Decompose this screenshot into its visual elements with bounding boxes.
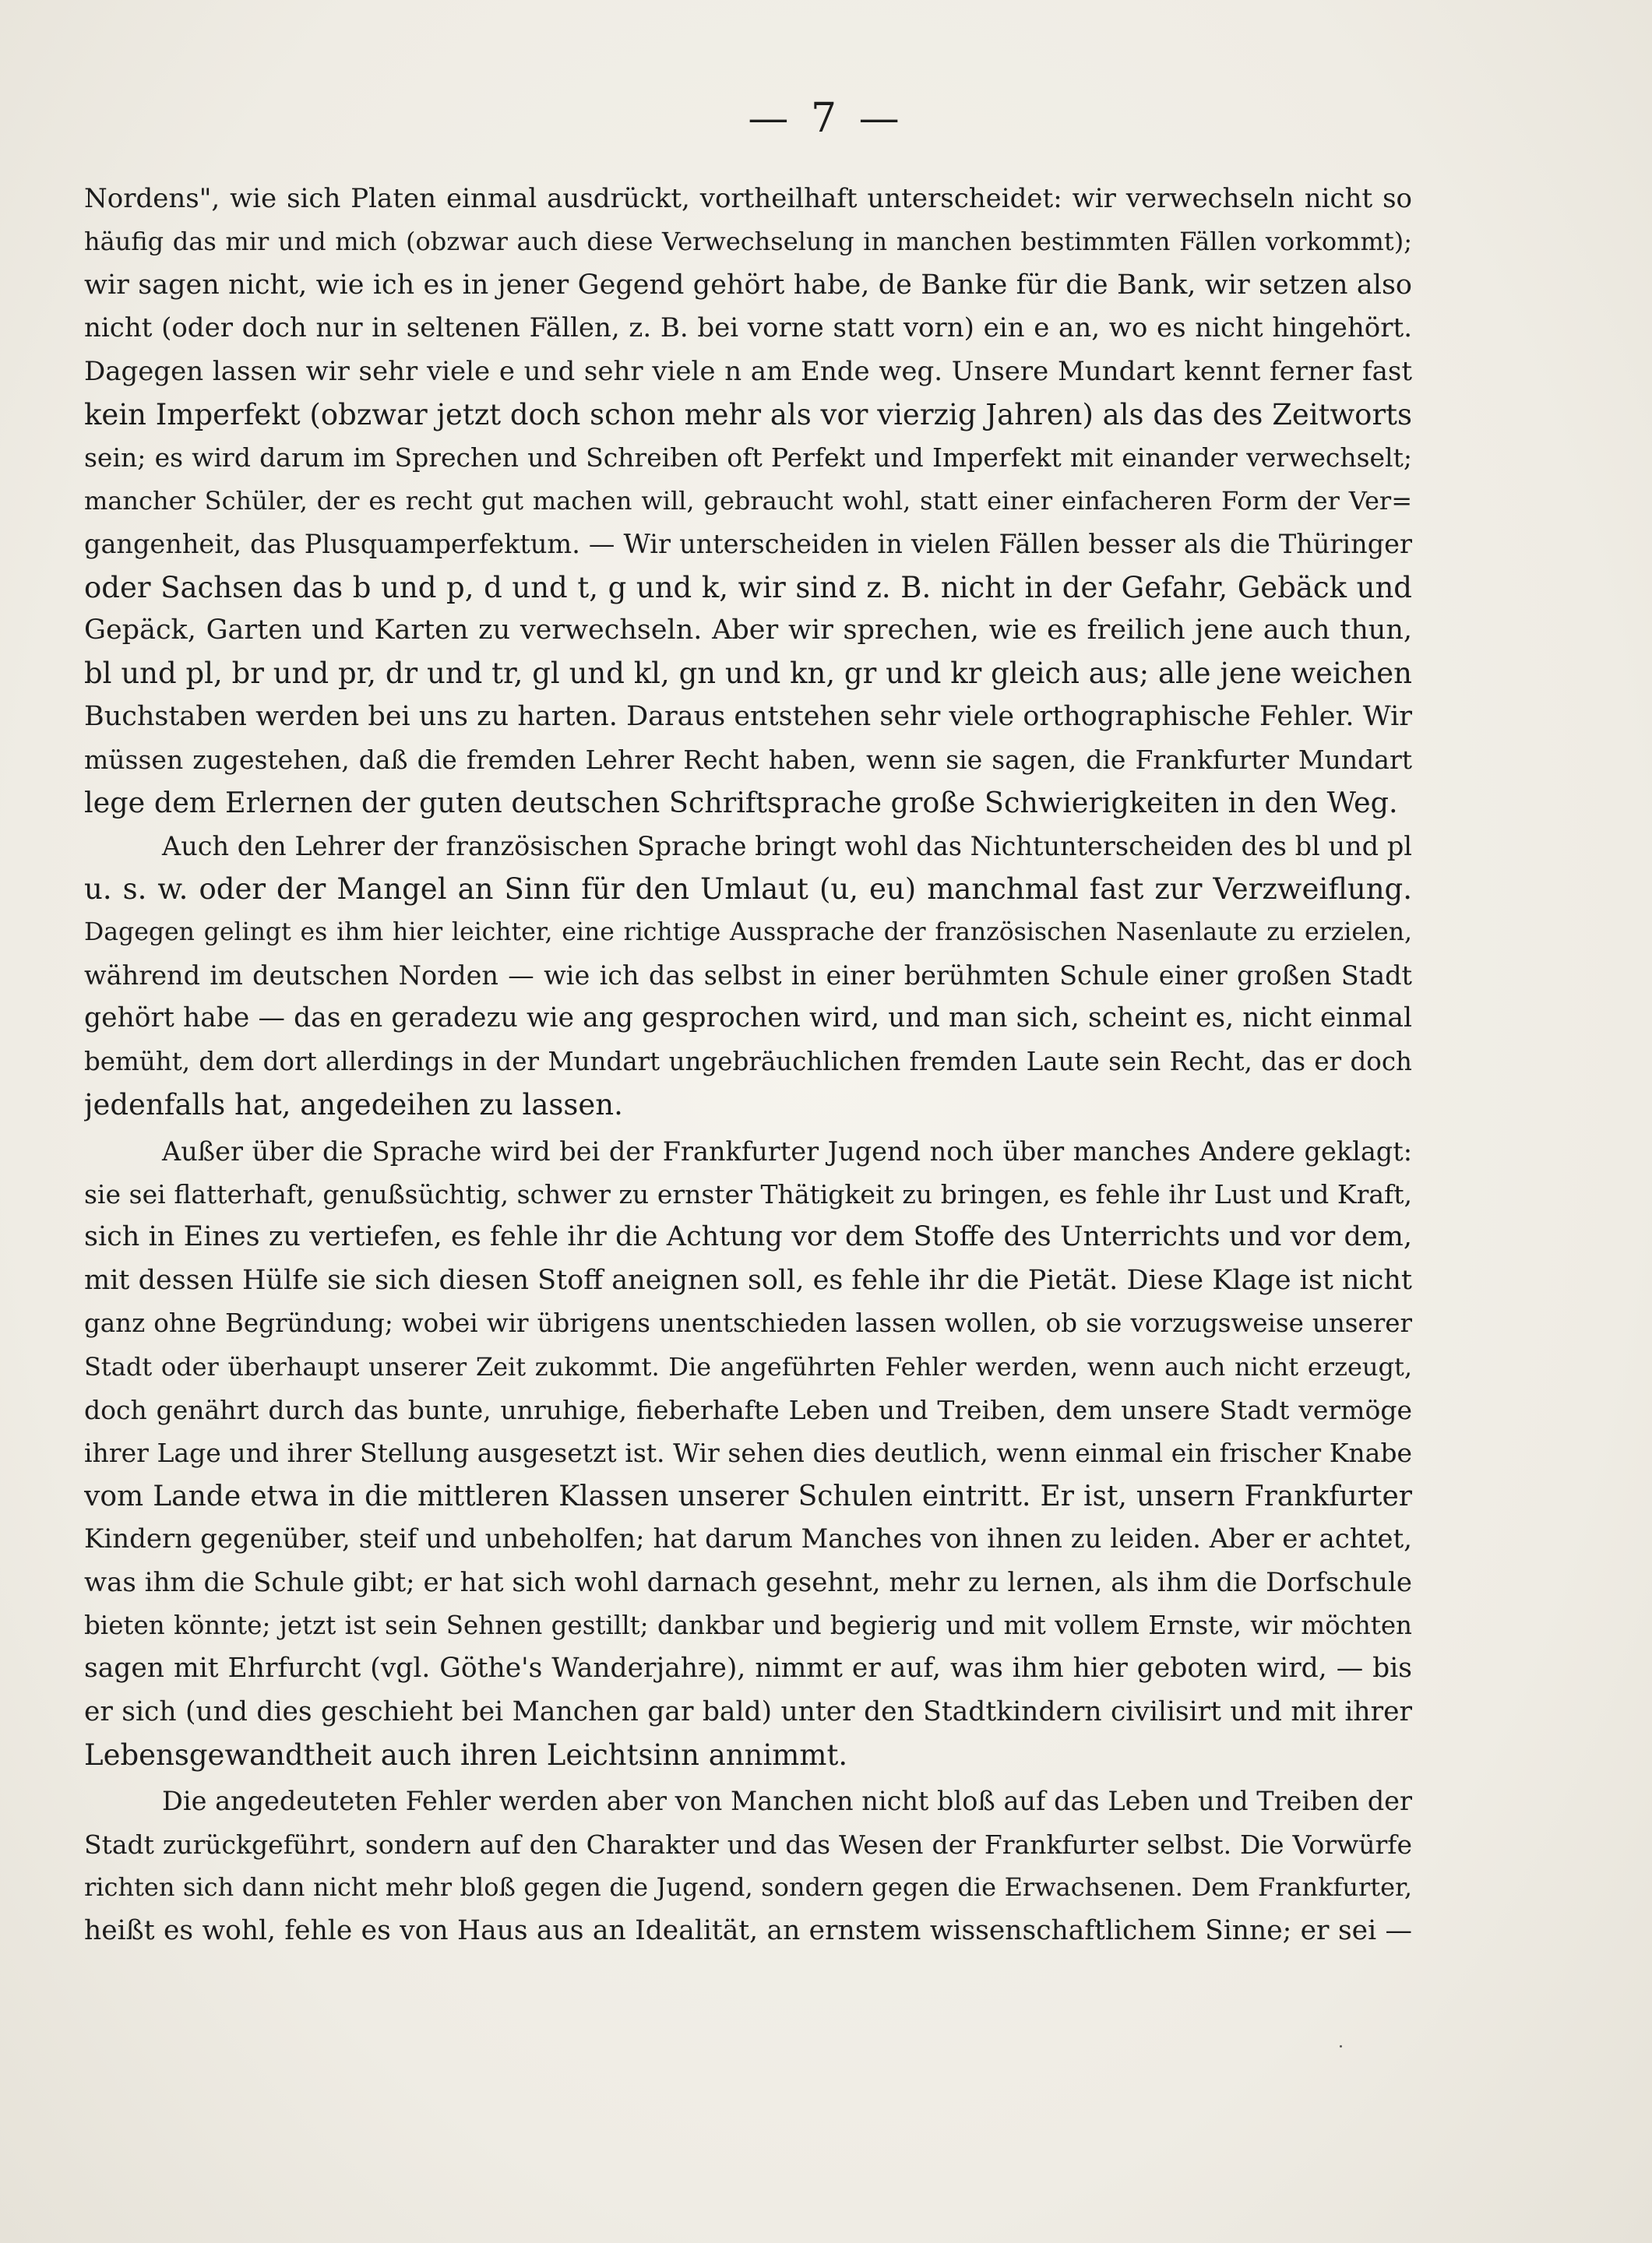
text-line: jedenfalls hat, angedeihen zu lassen. xyxy=(84,1088,623,1122)
paragraph-3 xyxy=(84,1130,1412,1777)
text-line: müssen zugestehen, daß die fremden Lehrer Recht haben, wenn sie sagen, die Frankfurter Mundart xyxy=(84,745,1412,776)
paragraph-4 xyxy=(84,1780,1412,1953)
text-line: u. s. w. oder der Mangel an Sinn für den Umlaut (u, eu) manchmal fast zur Verzweiflung. xyxy=(84,872,1412,907)
text-line: nicht (oder doch nur in seltenen Fällen, z. B. bei vorne statt vorn) ein e an, wo es nicht hingehört. xyxy=(84,312,1412,344)
paper-speck xyxy=(1340,2045,1342,2048)
text-line: heißt es wohl, fehle es von Haus aus an Idealität, an ernstem wissenschaftlichem Sinne; er sei — xyxy=(84,1914,1412,1946)
paragraph-2 xyxy=(84,825,1412,1127)
text-line: Kindern gegenüber, steif und unbeholfen; hat darum Manches von ihnen zu leiden. Aber er achtet, xyxy=(84,1523,1412,1555)
text-line: Die angedeuteten Fehler werden aber von Manchen nicht bloß auf das Leben und Treiben der xyxy=(162,1786,1412,1817)
text-line: häufig das mir und mich (obzwar auch diese Verwechselung in manchen bestimmten Fällen vorkommt); xyxy=(84,227,1412,257)
text-line: bl und pl, br und pr, dr und tr, gl und kl, gn und kn, gr und kr gleich aus; alle jene weichen xyxy=(84,657,1412,691)
text-line: doch genährt durch das bunte, unruhige, fieberhafte Leben und Treiben, dem unsere Stadt vermöge xyxy=(84,1394,1412,1425)
text-line: mit dessen Hülfe sie sich diesen Stoff aneignen soll, es fehle ihr die Pietät. Diese Klage ist nicht xyxy=(84,1264,1412,1296)
text-line: er sich (und dies geschieht bei Manchen gar bald) unter den Stadtkindern civilisirt und mit ihrer xyxy=(84,1695,1412,1727)
text-line: Dagegen lassen wir sehr viele e und sehr viele n am Ende weg. Unsere Mundart kennt ferner fast xyxy=(84,355,1412,387)
text-line: was ihm die Schule gibt; er hat sich wohl darnach gesehnt, mehr zu lernen, als ihm die Dorfschule xyxy=(84,1566,1412,1598)
text-line: ihrer Lage und ihrer Stellung ausgesetzt ist. Wir sehen dies deutlich, wenn einmal ein frischer Knabe xyxy=(84,1438,1412,1469)
text-line: Lebensgewandtheit auch ihren Leichtsinn annimmt. xyxy=(84,1738,848,1773)
text-line: Außer über die Sprache wird bei der Frankfurter Jugend noch über manches Andere geklagt: xyxy=(162,1136,1412,1167)
text-line: Stadt oder überhaupt unserer Zeit zukommt. Die angeführten Fehler werden, wenn auch nicht erzeugt, xyxy=(84,1351,1412,1382)
text-line: bieten könnte; jetzt ist sein Sehnen gestillt; dankbar und begierig und mit vollem Ernste, wir möchten xyxy=(84,1610,1412,1640)
text-line: richten sich dann nicht mehr bloß gegen die Jugend, sondern gegen die Erwachsenen. Dem Frankfurter, xyxy=(84,1872,1412,1903)
text-line: mancher Schüler, der es recht gut machen will, gebraucht wohl, statt einer einfacheren Form der Ver= xyxy=(84,485,1412,516)
text-line: oder Sachsen das b und p, d und t, g und k, wir sind z. B. nicht in der Gefahr, Gebäck und xyxy=(84,570,1412,604)
text-line: sich in Eines zu vertiefen, es fehle ihr die Achtung vor dem Stoffe des Unterrichts und vor dem, xyxy=(84,1221,1412,1253)
text-line: Auch den Lehrer der französischen Sprache bringt wohl das Nichtunterscheiden des bl und pl xyxy=(162,830,1412,861)
text-line: während im deutschen Norden — wie ich das selbst in einer berühmten Schule einer großen Stadt xyxy=(84,960,1412,991)
text-line: bemüht, dem dort allerdings in der Mundart ungebräuchlichen fremden Laute sein Recht, das er doch xyxy=(84,1046,1412,1076)
text-line: sie sei flatterhaft, genußsüchtig, schwer zu ernster Thätigkeit zu bringen, es fehle ihr Lust und Kraft, xyxy=(84,1178,1412,1210)
text-line: sein; es wird darum im Sprechen und Schreiben oft Perfekt und Imperfekt mit einander verwechselt; xyxy=(84,442,1412,474)
text-line: Stadt zurückgeführt, sondern auf den Charakter und das Wesen der Frankfurter selbst. Die Vorwürfe xyxy=(84,1829,1412,1860)
page-number: — 7 — xyxy=(748,95,904,142)
body-text xyxy=(84,178,1412,1953)
text-line: wir sagen nicht, wie ich es in jener Gegend gehört habe, de Banke für die Bank, wir setzen also xyxy=(84,269,1412,301)
text-line: Gepäck, Garten und Karten zu verwechseln. Aber wir sprechen, wie es freilich jene auch thun, xyxy=(84,614,1412,646)
paragraph-1 xyxy=(84,178,1412,825)
text-line: sagen mit Ehrfurcht (vgl. Göthe's Wanderjahre), nimmt er auf, was ihm hier geboten wird, — bis xyxy=(84,1653,1412,1685)
text-line: gehört habe — das en geradezu wie ang gesprochen wird, und man sich, scheint es, nicht einmal xyxy=(84,1002,1412,1034)
text-line: Dagegen gelingt es ihm hier leichter, eine richtige Aussprache der französischen Nasenlaute zu erzielen, xyxy=(84,917,1412,946)
text-line: Nordens", wie sich Platen einmal ausdrückt, vortheilhaft unterscheidet: wir verwechseln nicht so xyxy=(84,183,1412,214)
text-line: Buchstaben werden bei uns zu harten. Daraus entstehen sehr viele orthographische Fehler. Wir xyxy=(84,700,1412,732)
text-line: kein Imperfekt (obzwar jetzt doch schon mehr als vor vierzig Jahren) als das des Zeitworts xyxy=(84,397,1412,431)
text-line: vom Lande etwa in die mittleren Klassen unserer Schulen eintritt. Er ist, unsern Frankfurter xyxy=(84,1480,1412,1512)
text-line: ganz ohne Begründung; wobei wir übrigens unentschieden lassen wollen, ob sie vorzugsweise unserer xyxy=(84,1308,1412,1339)
text-line: gangenheit, das Plusquamperfektum. — Wir unterscheiden in vielen Fällen besser als die Thüringer xyxy=(84,529,1412,560)
text-line: lege dem Erlernen der guten deutschen Schriftsprache große Schwierigkeiten in den Weg. xyxy=(84,786,1398,820)
